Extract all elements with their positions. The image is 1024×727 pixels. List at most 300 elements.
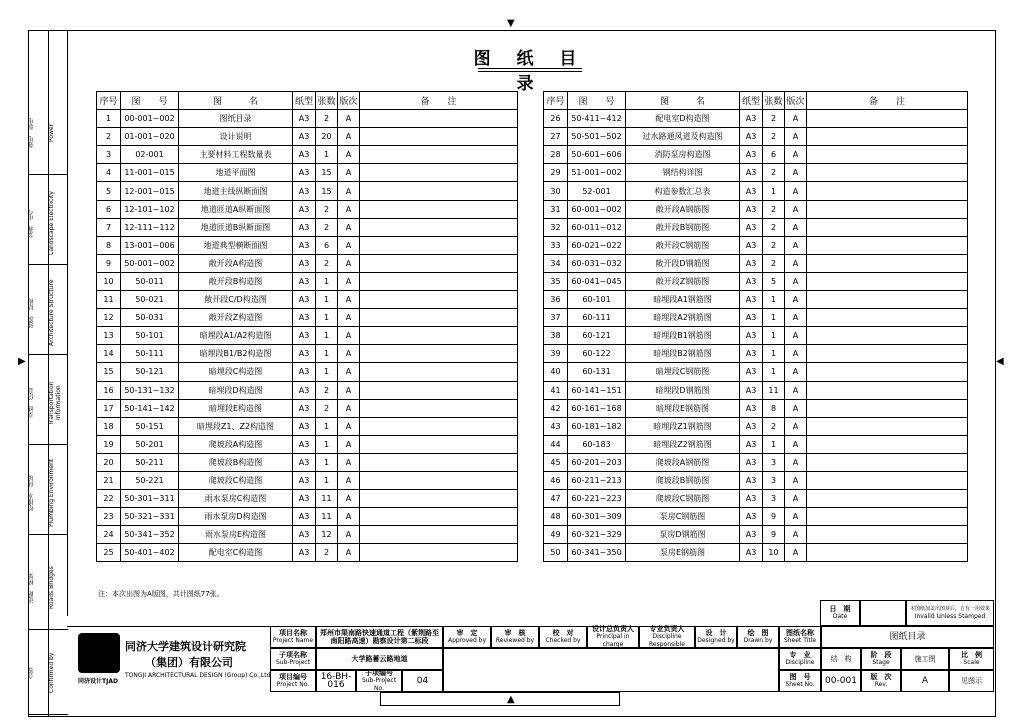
- cell-no: 29: [544, 164, 568, 182]
- cell-name: 敞开段C/D构造图: [179, 291, 293, 309]
- cell-code: 60-321~329: [568, 526, 626, 544]
- table-row: [544, 236, 968, 254]
- cell-size: A3: [293, 490, 316, 508]
- table-row: [544, 399, 968, 417]
- cell-ver: A: [338, 508, 360, 526]
- cell-name: 爬坡段B构造图: [179, 453, 293, 471]
- cell-ver: A: [338, 146, 360, 164]
- cell-code: 60-041~045: [568, 272, 626, 290]
- cell-no: 37: [544, 309, 568, 327]
- cell-name: 敞开段B构造图: [179, 272, 293, 290]
- table-row: [544, 381, 968, 399]
- table-row: [97, 309, 518, 327]
- cell-no: 14: [97, 345, 121, 363]
- cell-no: 36: [544, 291, 568, 309]
- cell-count: 1: [763, 327, 785, 345]
- cell-count: 1: [316, 471, 338, 489]
- cell-remark: [360, 544, 518, 562]
- cell-count: 1: [763, 291, 785, 309]
- table-row: [544, 490, 968, 508]
- sub-project-value: 大学路蓄云路地道: [316, 648, 443, 670]
- cell-no: 48: [544, 508, 568, 526]
- cell-count: 2: [763, 236, 785, 254]
- cell-ver: A: [338, 435, 360, 453]
- role-3: 设计总负责人 Principal in charge: [587, 626, 639, 648]
- cell-no: 17: [97, 399, 121, 417]
- cell-remark: [807, 291, 968, 309]
- table-row: [544, 291, 968, 309]
- cell-count: 9: [763, 526, 785, 544]
- cell-name: 暗埋段A1/A2构造图: [179, 327, 293, 345]
- table-row: [97, 544, 518, 562]
- cell-name: 敞开段A钢筋图: [626, 200, 740, 218]
- column-header-size: 纸型: [740, 92, 763, 110]
- table-row: [544, 508, 968, 526]
- cell-name: 爬坡段A构造图: [179, 435, 293, 453]
- cell-name: 暗埋段D钢筋图: [626, 381, 740, 399]
- cell-name: 过水路通风道及构造图: [626, 128, 740, 146]
- cell-code: 60-301~309: [568, 508, 626, 526]
- cell-remark: [807, 272, 968, 290]
- cell-ver: A: [338, 381, 360, 399]
- cell-ver: A: [785, 146, 807, 164]
- cell-count: 3: [763, 490, 785, 508]
- cell-remark: [807, 417, 968, 435]
- cell-count: 15: [316, 182, 338, 200]
- table-row: [544, 182, 968, 200]
- column-header-no: 序号: [97, 92, 121, 110]
- cell-no: 22: [97, 490, 121, 508]
- revision-value: A: [901, 670, 949, 692]
- cell-remark: [807, 236, 968, 254]
- strip-label: 给排水 环境: [28, 475, 35, 511]
- cell-no: 8: [97, 236, 121, 254]
- cell-ver: A: [338, 164, 360, 182]
- cell-ver: A: [785, 526, 807, 544]
- cell-size: A3: [740, 471, 763, 489]
- cell-remark: [360, 399, 518, 417]
- cell-code: 60-122: [568, 345, 626, 363]
- cell-remark: [807, 471, 968, 489]
- cell-ver: A: [785, 544, 807, 562]
- cell-name: 暗埋段B2钢筋图: [626, 345, 740, 363]
- cell-size: A3: [293, 363, 316, 381]
- cell-size: A3: [293, 200, 316, 218]
- cell-name: 钢结构详图: [626, 164, 740, 182]
- cell-ver: A: [785, 471, 807, 489]
- cell-no: 6: [97, 200, 121, 218]
- cell-size: A3: [293, 254, 316, 272]
- strip-divider: [28, 354, 68, 355]
- cell-count: 1: [316, 327, 338, 345]
- table-header: [97, 92, 518, 110]
- cell-size: A3: [740, 146, 763, 164]
- cell-remark: [360, 508, 518, 526]
- cell-count: 1: [316, 146, 338, 164]
- strip-label-en: Power: [48, 123, 55, 143]
- strip-label: 会签: [28, 667, 35, 679]
- cell-count: 15: [316, 164, 338, 182]
- cell-remark: [360, 128, 518, 146]
- project-name-value: 郑州市渠南路快速通道工程（紫荆路至南阳路高速）勘察设计第二标段: [316, 626, 443, 648]
- cell-code: 12-101~102: [121, 200, 179, 218]
- column-header-size: 纸型: [293, 92, 316, 110]
- cell-code: 50-101: [121, 327, 179, 345]
- cell-count: 2: [763, 417, 785, 435]
- cell-count: 1: [316, 417, 338, 435]
- cell-count: 6: [763, 146, 785, 164]
- stage-value: 施工图: [901, 648, 949, 670]
- cell-no: 9: [97, 254, 121, 272]
- strip-label-en: Plumbing Environment: [48, 458, 55, 528]
- cell-name: 地道匝道A纵断面图: [179, 200, 293, 218]
- cell-ver: A: [785, 381, 807, 399]
- cell-count: 2: [763, 164, 785, 182]
- cell-code: 60-141~151: [568, 381, 626, 399]
- cell-no: 39: [544, 345, 568, 363]
- cell-count: 2: [316, 399, 338, 417]
- cell-no: 30: [544, 182, 568, 200]
- cell-remark: [807, 110, 968, 128]
- sub-project-no-label: 子项编号 Sub-Project No.: [356, 670, 402, 692]
- cell-remark: [807, 363, 968, 381]
- strip-divider: [28, 444, 68, 445]
- cell-ver: A: [338, 291, 360, 309]
- cell-name: 暗埋段E钢筋图: [626, 399, 740, 417]
- cell-size: A3: [293, 146, 316, 164]
- table-row: [544, 544, 968, 562]
- cell-size: A3: [740, 381, 763, 399]
- cell-count: 1: [763, 363, 785, 381]
- cell-size: A3: [293, 218, 316, 236]
- cell-code: 02-001: [121, 146, 179, 164]
- project-no-label: 项目编号 Project No.: [270, 670, 316, 692]
- cell-no: 31: [544, 200, 568, 218]
- table-row: [544, 327, 968, 345]
- cell-name: 敞开段B钢筋图: [626, 218, 740, 236]
- cell-remark: [360, 164, 518, 182]
- table-row: [544, 218, 968, 236]
- table-row: [97, 345, 518, 363]
- cell-count: 10: [763, 544, 785, 562]
- strip-label: 交通 信息: [28, 388, 35, 418]
- cell-no: 15: [97, 363, 121, 381]
- cell-code: 60-161~168: [568, 399, 626, 417]
- cell-ver: A: [785, 490, 807, 508]
- cell-size: A3: [740, 182, 763, 200]
- cell-ver: A: [338, 417, 360, 435]
- cell-ver: A: [785, 291, 807, 309]
- cell-remark: [360, 471, 518, 489]
- strip-divider: [28, 174, 68, 175]
- company-name-2: （集团）有限公司: [145, 656, 233, 669]
- table-row: [544, 272, 968, 290]
- cell-count: 2: [763, 218, 785, 236]
- table-row: [544, 453, 968, 471]
- sheet-title-label: 图纸名称 Sheet Title: [779, 626, 821, 648]
- cell-code: 50-211: [121, 453, 179, 471]
- cell-no: 5: [97, 182, 121, 200]
- cell-code: 50-011: [121, 272, 179, 290]
- cell-size: A3: [293, 110, 316, 128]
- center-mark-bottom-icon: ▲: [507, 694, 515, 705]
- cell-name: 敞开段A构造图: [179, 254, 293, 272]
- cell-ver: A: [785, 164, 807, 182]
- cell-size: A3: [293, 272, 316, 290]
- cell-size: A3: [740, 345, 763, 363]
- cell-no: 50: [544, 544, 568, 562]
- strip-label-en: Roads Bridges: [48, 566, 55, 610]
- sub-project-no-value: 04: [402, 670, 443, 692]
- center-mark-top-icon: ▼: [507, 18, 515, 29]
- cell-remark: [807, 128, 968, 146]
- cell-size: A3: [293, 291, 316, 309]
- cell-no: 3: [97, 146, 121, 164]
- cell-count: 2: [316, 254, 338, 272]
- cell-count: 1: [316, 345, 338, 363]
- role-6: 绘 图 Drawn by: [737, 626, 779, 648]
- cell-count: 5: [763, 272, 785, 290]
- cell-name: 雨水泵房C构造图: [179, 490, 293, 508]
- cell-no: 40: [544, 363, 568, 381]
- cell-count: 1: [316, 309, 338, 327]
- cell-size: A3: [740, 526, 763, 544]
- cell-code: 50-021: [121, 291, 179, 309]
- cell-name: 泵房E钢筋图: [626, 544, 740, 562]
- cell-count: 3: [763, 453, 785, 471]
- table-row: [544, 345, 968, 363]
- cell-ver: A: [785, 435, 807, 453]
- table-row: [544, 164, 968, 182]
- scale-value: 见图示: [949, 670, 994, 692]
- table-row: [97, 236, 518, 254]
- table-row: [544, 200, 968, 218]
- cell-code: 60-131: [568, 363, 626, 381]
- cell-remark: [360, 200, 518, 218]
- table-row: [97, 381, 518, 399]
- project-name-label: 项目名称 Project Name: [270, 626, 316, 648]
- cell-code: 60-211~213: [568, 471, 626, 489]
- cell-remark: [360, 110, 518, 128]
- cell-code: 50-131~132: [121, 381, 179, 399]
- cell-count: 2: [763, 110, 785, 128]
- cell-name: 暗埋段B1/B2构造图: [179, 345, 293, 363]
- cell-code: 50-341~352: [121, 526, 179, 544]
- cell-ver: A: [785, 200, 807, 218]
- cell-size: A3: [740, 544, 763, 562]
- cell-count: 2: [316, 381, 338, 399]
- cell-code: 60-183: [568, 435, 626, 453]
- strip-divider: [28, 534, 68, 535]
- table-row: [544, 146, 968, 164]
- cell-code: 50-411~412: [568, 110, 626, 128]
- cell-no: 13: [97, 327, 121, 345]
- cell-size: A3: [293, 345, 316, 363]
- cell-count: 2: [316, 218, 338, 236]
- cell-ver: A: [338, 218, 360, 236]
- cell-code: 12-111~112: [121, 218, 179, 236]
- cell-ver: A: [338, 327, 360, 345]
- cell-remark: [360, 254, 518, 272]
- cell-no: 23: [97, 508, 121, 526]
- center-mark-left-icon: ▶: [18, 356, 26, 367]
- cell-code: 52-001: [568, 182, 626, 200]
- cell-size: A3: [740, 490, 763, 508]
- column-header-remark: 备 注: [807, 92, 968, 110]
- cell-size: A3: [740, 508, 763, 526]
- cell-code: 50-601~606: [568, 146, 626, 164]
- table-row: [544, 471, 968, 489]
- table-row: [97, 417, 518, 435]
- cell-size: A3: [740, 110, 763, 128]
- cell-ver: A: [338, 200, 360, 218]
- strip-label: 景观 电气: [28, 208, 35, 238]
- cell-size: A3: [740, 272, 763, 290]
- cell-code: 60-101: [568, 291, 626, 309]
- sheet-no-label: 图 号 Sheet No.: [779, 670, 821, 692]
- strip-divider: [28, 629, 68, 630]
- cell-name: 敞开段Z钢筋图: [626, 272, 740, 290]
- table-row: [97, 399, 518, 417]
- cell-code: 60-181~182: [568, 417, 626, 435]
- footnote: 注：本次出图为A版图，共计图纸77张。: [98, 590, 224, 598]
- cell-count: 1: [316, 453, 338, 471]
- cell-size: A3: [293, 164, 316, 182]
- cell-no: 43: [544, 417, 568, 435]
- cell-code: 01-001~020: [121, 128, 179, 146]
- cell-remark: [807, 182, 968, 200]
- cell-name: 敞开段C钢筋图: [626, 236, 740, 254]
- cell-count: 1: [316, 272, 338, 290]
- cell-code: 11-001~015: [121, 164, 179, 182]
- cell-count: 2: [316, 200, 338, 218]
- table-row: [544, 417, 968, 435]
- role-4: 专业负责人 Discipline Responsible: [639, 626, 695, 648]
- cell-code: 60-341~350: [568, 544, 626, 562]
- cell-ver: A: [785, 453, 807, 471]
- cell-name: 敞开段D钢筋图: [626, 254, 740, 272]
- cell-name: 设计说明: [179, 128, 293, 146]
- cell-size: A3: [293, 399, 316, 417]
- strip-label-en: Confirmed by: [48, 652, 55, 694]
- cell-name: 雨水泵房E构造图: [179, 526, 293, 544]
- cell-no: 1: [97, 110, 121, 128]
- column-header-no: 序号: [544, 92, 568, 110]
- cell-size: A3: [293, 544, 316, 562]
- cell-no: 42: [544, 399, 568, 417]
- table-row: [544, 128, 968, 146]
- cell-count: 2: [763, 254, 785, 272]
- strip-label-en: Architecture Structure: [48, 279, 55, 347]
- cell-remark: [807, 200, 968, 218]
- cell-remark: [360, 417, 518, 435]
- cell-count: 1: [763, 435, 785, 453]
- sheet-title-value: 图纸目录: [821, 626, 994, 648]
- cell-name: 暗埋段Z2钢筋图: [626, 435, 740, 453]
- cell-count: 1: [316, 291, 338, 309]
- drawing-index-table-right: [543, 91, 968, 562]
- table-row: [97, 363, 518, 381]
- cell-code: 50-501~502: [568, 128, 626, 146]
- cell-name: 暗埋段E构造图: [179, 399, 293, 417]
- cell-code: 60-111: [568, 309, 626, 327]
- drawing-index-table-left: [96, 91, 518, 562]
- sub-project-label: 子项名称 Sub-Project: [270, 648, 316, 670]
- cell-size: A3: [293, 471, 316, 489]
- cell-no: 24: [97, 526, 121, 544]
- cell-no: 11: [97, 291, 121, 309]
- cell-remark: [360, 345, 518, 363]
- date-value: [860, 600, 906, 626]
- table-row: [97, 490, 518, 508]
- cell-ver: A: [338, 526, 360, 544]
- cell-ver: A: [338, 236, 360, 254]
- cell-name: 暗埋段A2钢筋图: [626, 309, 740, 327]
- cell-remark: [360, 182, 518, 200]
- cell-count: 2: [763, 200, 785, 218]
- cell-ver: A: [338, 254, 360, 272]
- cell-remark: [807, 345, 968, 363]
- cell-name: 暗埋段C钢筋图: [626, 363, 740, 381]
- cell-ver: A: [785, 272, 807, 290]
- cell-name: 地道平面图: [179, 164, 293, 182]
- cell-remark: [807, 254, 968, 272]
- cell-ver: A: [785, 508, 807, 526]
- cell-count: 1: [316, 363, 338, 381]
- strip-divider: [28, 714, 68, 715]
- cell-name: 泵房D钢筋图: [626, 526, 740, 544]
- cell-no: 19: [97, 435, 121, 453]
- center-mark-right-icon: ◀: [996, 356, 1004, 367]
- cell-no: 12: [97, 309, 121, 327]
- cell-ver: A: [785, 182, 807, 200]
- cell-remark: [360, 272, 518, 290]
- cell-size: A3: [293, 417, 316, 435]
- cell-ver: A: [785, 399, 807, 417]
- company-name-en: TONGJI ARCHITECTURAL DESIGN (Group) Co.,Ltd: [125, 672, 271, 679]
- column-header-count: 张数: [763, 92, 785, 110]
- cell-remark: [360, 218, 518, 236]
- cell-size: A3: [740, 435, 763, 453]
- cell-ver: A: [338, 309, 360, 327]
- cell-name: 暗埋段C构造图: [179, 363, 293, 381]
- cell-size: A3: [293, 453, 316, 471]
- table-row: [544, 435, 968, 453]
- cell-ver: A: [338, 490, 360, 508]
- cell-name: 泵房C钢筋图: [626, 508, 740, 526]
- cell-code: 60-001~002: [568, 200, 626, 218]
- logo-text: 同济设计TJAD: [78, 678, 118, 685]
- cell-remark: [807, 508, 968, 526]
- cell-size: A3: [293, 508, 316, 526]
- column-header-remark: 备 注: [360, 92, 518, 110]
- cell-size: A3: [740, 453, 763, 471]
- column-header-ver: 版次: [785, 92, 807, 110]
- column-header-name: 图 名: [626, 92, 740, 110]
- stamp-note: 本图纸加盖出图章后，方有一用效果 Invalid Unless Stamped: [906, 600, 994, 626]
- cell-code: 00-001~002: [121, 110, 179, 128]
- cell-name: 主要材料工程数量表: [179, 146, 293, 164]
- cell-size: A3: [740, 164, 763, 182]
- table-row: [544, 110, 968, 128]
- strip-label: 道路 桥梁: [28, 573, 35, 603]
- table-row: [97, 272, 518, 290]
- cell-ver: A: [785, 309, 807, 327]
- company-logo: [78, 633, 120, 673]
- cell-ver: A: [785, 254, 807, 272]
- column-header-count: 张数: [316, 92, 338, 110]
- cell-name: 爬坡段B钢筋图: [626, 471, 740, 489]
